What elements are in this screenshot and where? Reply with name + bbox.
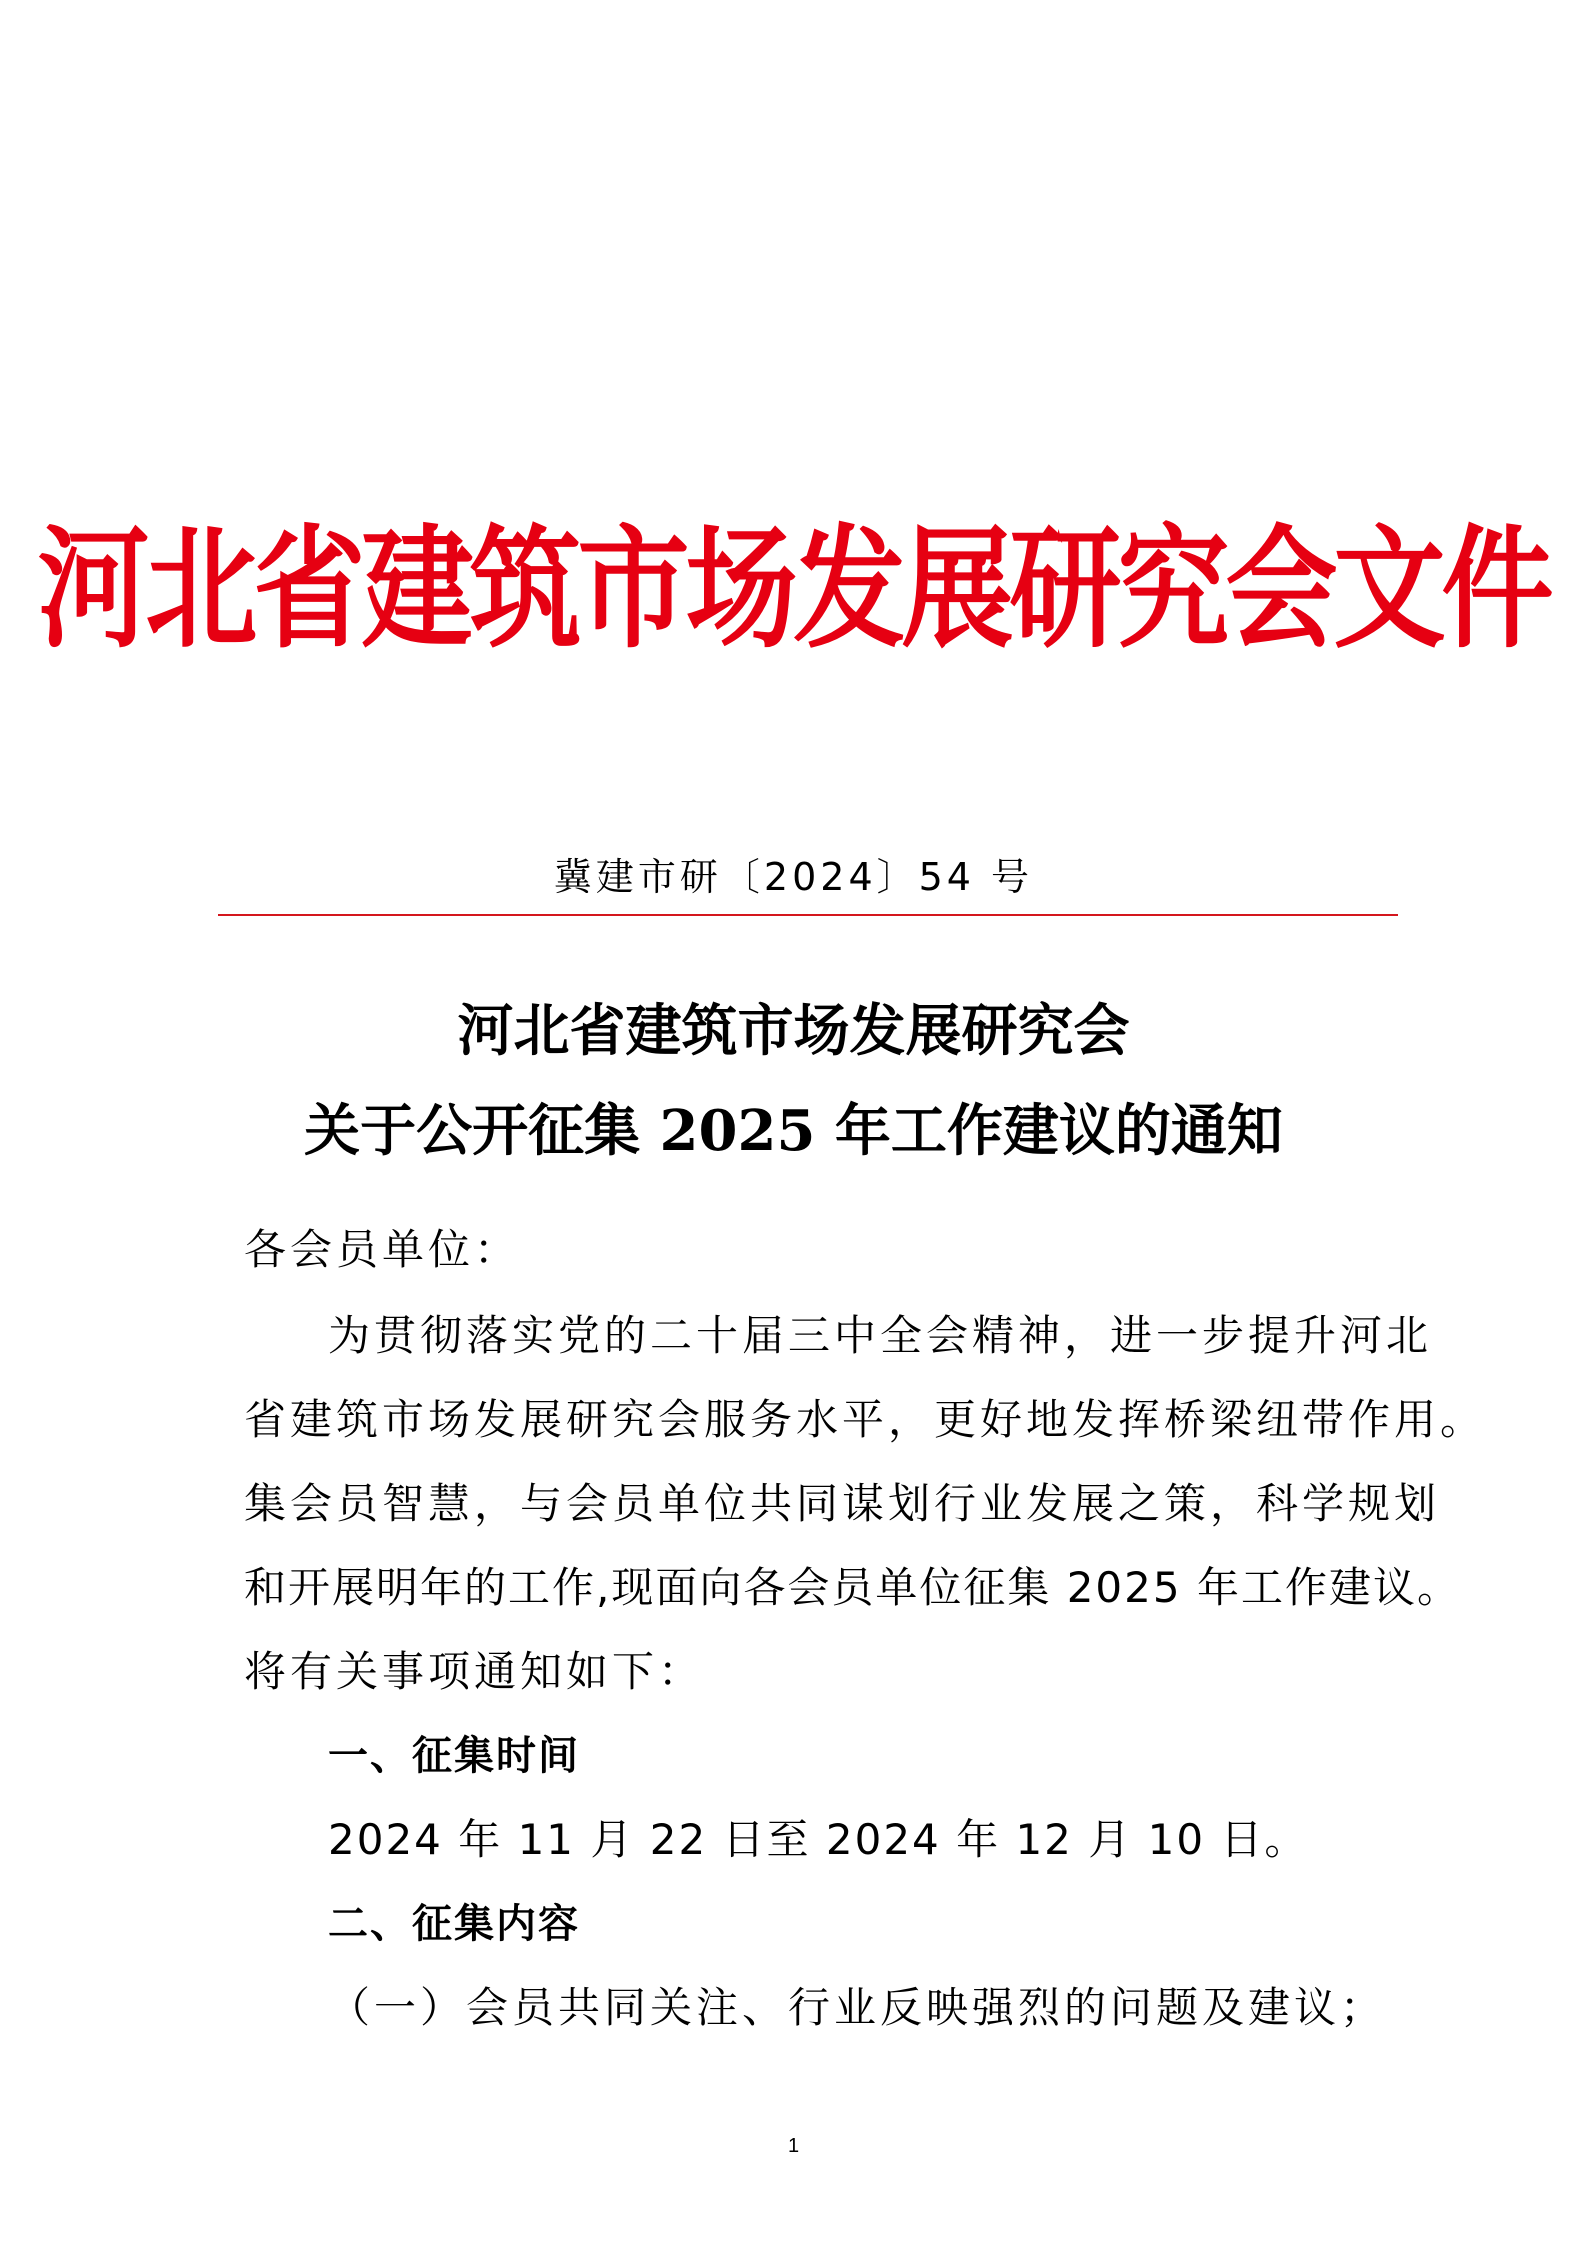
section-heading-collection-time: 一、征集时间: [328, 1733, 580, 1779]
issuer-header-title: 河北省建筑市场发展研究会文件: [37, 512, 1550, 667]
salutation: 各会员单位：: [244, 1225, 521, 1274]
paragraph-line: 将有关事项通知如下：: [244, 1647, 705, 1696]
section-heading-collection-content: 二、征集内容: [328, 1901, 580, 1947]
collection-content-item-1: （一）会员共同关注、行业反映强烈的问题及建议；: [328, 1983, 1387, 2032]
page-number: 1: [787, 2135, 800, 2157]
paragraph-line: 省建筑市场发展研究会服务水平，更好地发挥桥梁纽带作用。: [244, 1395, 1487, 1444]
notice-title-line-1: 河北省建筑市场发展研究会: [457, 998, 1130, 1064]
notice-title-line-2: 关于公开征集 2025 年工作建议的通知: [304, 1098, 1283, 1164]
paragraph-line: 和开展明年的工作,现面向各会员单位征集 2025 年工作建议。: [244, 1563, 1461, 1612]
paragraph-line: 集会员智慧，与会员单位共同谋划行业发展之策，科学规划: [244, 1479, 1441, 1528]
paragraph-line: 为贯彻落实党的二十届三中全会精神，进一步提升河北: [328, 1311, 1433, 1360]
document-number: 冀建市研〔2024〕54 号: [553, 855, 1034, 899]
red-divider-line: [218, 914, 1398, 916]
collection-time-text: 2024 年 11 月 22 日至 2024 年 12 月 10 日。: [328, 1815, 1309, 1864]
